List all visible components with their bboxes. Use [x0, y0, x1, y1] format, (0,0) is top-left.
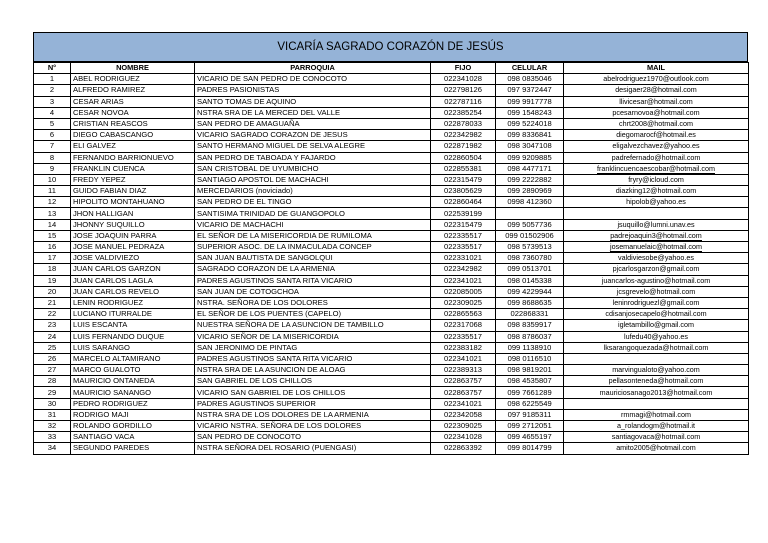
col-header-parish: PARROQUIA: [195, 63, 431, 74]
row-name: JOSE VALDIVIEZO: [71, 253, 195, 264]
row-parish: SAN JERONIMO DE PINTAG: [195, 342, 431, 353]
row-phone: 022863757: [431, 376, 496, 387]
row-name: MAURICIO SANANGO: [71, 387, 195, 398]
row-mobile: 099 5057736: [496, 219, 564, 230]
row-phone: 022341028: [431, 74, 496, 85]
row-phone: 022331021: [431, 253, 496, 264]
table-row: [34, 432, 749, 443]
row-phone: 022335517: [431, 230, 496, 241]
row-mobile: 099 1548243: [496, 107, 564, 118]
row-name: DIEGO CABASCANGO: [71, 130, 195, 141]
row-number: 32: [34, 421, 71, 432]
row-phone: 022878033: [431, 118, 496, 129]
row-mobile: 098 9819201: [496, 365, 564, 376]
table-row: [34, 253, 749, 264]
row-phone: 022341028: [431, 432, 496, 443]
table-row: [34, 186, 749, 197]
table-row: [34, 74, 749, 85]
row-mobile: 098 8786037: [496, 331, 564, 342]
row-number: 18: [34, 264, 71, 275]
row-mobile: 097 9372447: [496, 85, 564, 96]
row-mobile: 098 0145338: [496, 275, 564, 286]
table-row: [34, 208, 749, 219]
row-name: JOSE MANUEL PEDRAZA: [71, 242, 195, 253]
table-row: [34, 398, 749, 409]
row-mail: diazking12@hotmail.com: [564, 186, 749, 197]
mail-link[interactable]: franklincuencaescobar@hotmail.com: [597, 163, 715, 173]
row-number: 21: [34, 297, 71, 308]
row-name: FRANKLIN CUENCA: [71, 163, 195, 174]
table-body: [34, 74, 749, 454]
row-mobile: 098 0116510: [496, 353, 564, 364]
table-row: [34, 443, 749, 454]
row-number: 27: [34, 365, 71, 376]
row-mobile: 099 4655197: [496, 432, 564, 443]
row-mobile: 0998 412360: [496, 197, 564, 208]
table-row: [34, 297, 749, 308]
row-parish: SAN CRISTOBAL DE UYUMBICHO: [195, 163, 431, 174]
row-name: PEDRO RODRIGUEZ: [71, 398, 195, 409]
row-parish: SAN JUAN BAUTISTA DE SANGOLQUI: [195, 253, 431, 264]
row-parish: SAN JUAN DE COTOGCHOA: [195, 286, 431, 297]
row-parish: EL SEÑOR DE LOS PUENTES (CAPELO): [195, 309, 431, 320]
row-mobile: 099 01502906: [496, 230, 564, 241]
row-parish: SAN GABRIEL DE LOS CHILLOS: [195, 376, 431, 387]
row-name: CESAR ARIAS: [71, 96, 195, 107]
row-mail: [564, 208, 749, 219]
row-name: MARCELO ALTAMIRANO: [71, 353, 195, 364]
row-mail: cdisanjosecapelo@hotmail.com: [564, 309, 749, 320]
table-row: [34, 174, 749, 185]
row-phone: 022341021: [431, 398, 496, 409]
row-number: 29: [34, 387, 71, 398]
row-number: 14: [34, 219, 71, 230]
row-number: 24: [34, 331, 71, 342]
row-number: 34: [34, 443, 71, 454]
row-mobile: 097 9185311: [496, 409, 564, 420]
row-number: 19: [34, 275, 71, 286]
row-name: JUAN CARLOS REVELO: [71, 286, 195, 297]
row-phone: 022865563: [431, 309, 496, 320]
row-parish: VICARIO SAGRADO CORAZON DE JESUS: [195, 130, 431, 141]
row-mobile: 098 7360780: [496, 253, 564, 264]
row-parish: PADRES AGUSTINOS SANTA RITA VICARIO: [195, 353, 431, 364]
row-mobile: 098 4535807: [496, 376, 564, 387]
row-mail: desigaer28@hotmail.com: [564, 85, 749, 96]
row-phone: 022383182: [431, 342, 496, 353]
col-header-name: NOMBRE: [71, 63, 195, 74]
row-name: LUIS FERNANDO DUQUE: [71, 331, 195, 342]
row-mail: igletambillo@gmail.com: [564, 320, 749, 331]
row-mobile: 099 0513701: [496, 264, 564, 275]
row-parish: EL SEÑOR DE LA MISERICORDIA DE RUMILOMA: [195, 230, 431, 241]
table-row: [34, 152, 749, 163]
row-number: 8: [34, 152, 71, 163]
table-row: [34, 141, 749, 152]
row-parish: SUPERIOR ASOC. DE LA INMACULADA CONCEP: [195, 242, 431, 253]
row-mobile: 099 7661289: [496, 387, 564, 398]
mail-link[interactable]: josemanuelaic@hotmail.com: [610, 242, 702, 252]
table-row: [34, 320, 749, 331]
table-row: [34, 163, 749, 174]
row-phone: 022863757: [431, 387, 496, 398]
spreadsheet: [33, 32, 748, 455]
row-parish: PADRES AGUSTINOS SUPERIOR: [195, 398, 431, 409]
table-row: [34, 96, 749, 107]
row-phone: 022315479: [431, 219, 496, 230]
row-parish: SANTISIMA TRINIDAD DE GUANGOPOLO: [195, 208, 431, 219]
row-name: FERNANDO BARRIONUEVO: [71, 152, 195, 163]
row-mobile: 098 4477171: [496, 163, 564, 174]
row-mail: jsuquillo@lumni.unav.es: [564, 219, 749, 230]
row-mail: juancarlos-agustino@hotmail.com: [564, 275, 749, 286]
row-mail[interactable]: [564, 230, 749, 241]
row-mobile: 098 0835046: [496, 74, 564, 85]
row-phone: 022315479: [431, 174, 496, 185]
col-header-mobile: CELULAR: [496, 63, 564, 74]
row-parish: SANTO TOMAS DE AQUINO: [195, 96, 431, 107]
row-parish: SAN PEDRO DE AMAGUAÑA: [195, 118, 431, 129]
row-phone: 022309025: [431, 297, 496, 308]
row-parish: PADRES AGUSTINOS SANTA RITA VICARIO: [195, 275, 431, 286]
row-number: 9: [34, 163, 71, 174]
table-row: [34, 376, 749, 387]
row-name: LUIS ESCANTA: [71, 320, 195, 331]
row-number: 22: [34, 309, 71, 320]
row-name: SANTIAGO VACA: [71, 432, 195, 443]
row-mobile: 099 4229944: [496, 286, 564, 297]
row-name: MARCO GUALOTO: [71, 365, 195, 376]
table-row: [34, 365, 749, 376]
row-parish: SAN PEDRO DE CONOCOTO: [195, 432, 431, 443]
row-phone: 022341021: [431, 275, 496, 286]
row-mobile: 099 2712051: [496, 421, 564, 432]
row-mail: mauriciosanago2013@hotmail.com: [564, 387, 749, 398]
row-number: 23: [34, 320, 71, 331]
row-phone: 022860504: [431, 152, 496, 163]
table-row: [34, 264, 749, 275]
row-number: 13: [34, 208, 71, 219]
row-mail: valdiviesobe@yahoo.es: [564, 253, 749, 264]
row-mail: lksarangoquezada@hotmail.com: [564, 342, 749, 353]
row-name: JOSE JOAQUIN PARRA: [71, 230, 195, 241]
row-name: ALFREDO RAMIREZ: [71, 85, 195, 96]
row-parish: MERCEDARIOS (noviciado): [195, 186, 431, 197]
row-phone: 022860464: [431, 197, 496, 208]
row-number: 33: [34, 432, 71, 443]
row-mail[interactable]: [564, 163, 749, 174]
table-row: [34, 331, 749, 342]
row-mail: rmmagi@hotmail.com: [564, 409, 749, 420]
row-name: RODRIGO MAJI: [71, 409, 195, 420]
row-number: 5: [34, 118, 71, 129]
row-mobile: 022868331: [496, 309, 564, 320]
table-row: [34, 107, 749, 118]
row-mail: fryry@icloud.com: [564, 174, 749, 185]
row-mobile: 099 8014799: [496, 443, 564, 454]
row-mail: marvingualoto@yahoo.com: [564, 365, 749, 376]
row-parish: VICARIO DE SAN PEDRO DE CONOCOTO: [195, 74, 431, 85]
row-phone: 022342982: [431, 130, 496, 141]
mail-link[interactable]: padrejoaquin3@hotmail.com: [610, 230, 702, 240]
contacts-table: [33, 62, 749, 455]
row-number: 17: [34, 253, 71, 264]
table-row: [34, 309, 749, 320]
row-phone: 022871982: [431, 141, 496, 152]
row-phone: 022389313: [431, 365, 496, 376]
row-phone: 022085005: [431, 286, 496, 297]
row-name: JUAN CARLOS LAGLA: [71, 275, 195, 286]
col-header-number: N°: [34, 63, 71, 74]
row-mail: a_rolandogm@hotmail.it: [564, 421, 749, 432]
row-parish: VICARIO SAN GABRIEL DE LOS CHILLOS: [195, 387, 431, 398]
row-mail: pjcarlosgarzon@gmail.com: [564, 264, 749, 275]
header-row: [34, 63, 749, 74]
row-phone: 022341021: [431, 353, 496, 364]
row-mobile: 098 5739513: [496, 242, 564, 253]
row-mail: pcesarnovoa@hotmail.com: [564, 107, 749, 118]
row-phone: 022317068: [431, 320, 496, 331]
row-mobile: 099 1138910: [496, 342, 564, 353]
row-parish: SAN PEDRO DE EL TINGO: [195, 197, 431, 208]
table-row: [34, 353, 749, 364]
row-mobile: 098 3047108: [496, 141, 564, 152]
row-name: LENIN RODRIGUEZ: [71, 297, 195, 308]
row-mobile: 099 9209885: [496, 152, 564, 163]
row-phone: 022798126: [431, 85, 496, 96]
row-mobile: 099 5224018: [496, 118, 564, 129]
row-number: 31: [34, 409, 71, 420]
col-header-phone: FIJO: [431, 63, 496, 74]
row-name: LUIS SARANGO: [71, 342, 195, 353]
row-number: 16: [34, 242, 71, 253]
row-mail: [564, 353, 749, 364]
row-name: ABEL RODRIGUEZ: [71, 74, 195, 85]
row-phone: 022863392: [431, 443, 496, 454]
row-number: 3: [34, 96, 71, 107]
row-parish: SAGRADO CORAZON DE LA ARMENIA: [195, 264, 431, 275]
row-phone: 022539199: [431, 208, 496, 219]
table-row: [34, 409, 749, 420]
row-number: 11: [34, 186, 71, 197]
row-mobile: 098 8359917: [496, 320, 564, 331]
row-parish: NSTRA SRA DE LA ASUNCION DE ALOAG: [195, 365, 431, 376]
row-name: FREDY YEPEZ: [71, 174, 195, 185]
table-row: [34, 342, 749, 353]
row-parish: PADRES PASIONISTAS: [195, 85, 431, 96]
row-name: JHON HALLIGAN: [71, 208, 195, 219]
row-number: 15: [34, 230, 71, 241]
row-number: 26: [34, 353, 71, 364]
row-mail: diegomarocf@hotmail.es: [564, 130, 749, 141]
row-phone: 022385254: [431, 107, 496, 118]
table-row: [34, 85, 749, 96]
row-name: HIPOLITO MONTAHUANO: [71, 197, 195, 208]
row-phone: 023805629: [431, 186, 496, 197]
row-mail: hipolob@yahoo.es: [564, 197, 749, 208]
row-parish: VICARIO NSTRA. SEÑORA DE LOS DOLORES: [195, 421, 431, 432]
row-name: LUCIANO ITURRALDE: [71, 309, 195, 320]
row-parish: NUESTRA SEÑORA DE LA ASUNCION DE TAMBILLO: [195, 320, 431, 331]
row-number: 12: [34, 197, 71, 208]
row-mail[interactable]: [564, 242, 749, 253]
table-row: [34, 286, 749, 297]
row-number: 4: [34, 107, 71, 118]
row-number: 1: [34, 74, 71, 85]
row-mail: amito2005@hotmail.com: [564, 443, 749, 454]
table-row: [34, 421, 749, 432]
row-number: 7: [34, 141, 71, 152]
table-row: [34, 197, 749, 208]
row-mail: leninrodriguezl@gmail.com: [564, 297, 749, 308]
row-mobile: 099 2890969: [496, 186, 564, 197]
row-name: CESAR NOVOA: [71, 107, 195, 118]
row-mobile: 099 2222882: [496, 174, 564, 185]
table-row: [34, 242, 749, 253]
table-row: [34, 130, 749, 141]
row-parish: NSTRA SEÑORA DEL ROSARIO (PUENGASI): [195, 443, 431, 454]
row-phone: 022855381: [431, 163, 496, 174]
row-number: 28: [34, 376, 71, 387]
row-mobile: 098 6225549: [496, 398, 564, 409]
row-phone: 022342058: [431, 409, 496, 420]
row-phone: 022787116: [431, 96, 496, 107]
row-name: GUIDO FABIAN DIAZ: [71, 186, 195, 197]
col-header-mail: MAIL: [564, 63, 749, 74]
row-phone: 022342982: [431, 264, 496, 275]
row-parish: NSTRA SRA DE LA MERCED DEL VALLE: [195, 107, 431, 118]
row-mail: pellasonteneda@hotmail.com: [564, 376, 749, 387]
sheet-title: VICARÍA SAGRADO CORAZÓN DE JESÚS: [33, 32, 748, 62]
table-row: [34, 275, 749, 286]
row-parish: NSTRA SRA DE LOS DOLORES DE LA ARMENIA: [195, 409, 431, 420]
row-phone: 022335517: [431, 242, 496, 253]
table-row: [34, 118, 749, 129]
row-mobile: 099 9917778: [496, 96, 564, 107]
row-mail: llivicesar@hotmail.com: [564, 96, 749, 107]
row-parish: VICARIO SEÑOR DE LA MISERICORDIA: [195, 331, 431, 342]
row-name: ELI GALVEZ: [71, 141, 195, 152]
row-mobile: 099 8336841: [496, 130, 564, 141]
row-parish: SAN PEDRO DE TABOADA Y FAJARDO: [195, 152, 431, 163]
row-mail: santiagovaca@hotmail.com: [564, 432, 749, 443]
table-row: [34, 230, 749, 241]
row-number: 25: [34, 342, 71, 353]
row-mobile: [496, 208, 564, 219]
table-row: [34, 219, 749, 230]
row-mail: padrefernado@hotmail.com: [564, 152, 749, 163]
row-mail: eligalvezchavez@yahoo.es: [564, 141, 749, 152]
row-name: JUAN CARLOS GARZON: [71, 264, 195, 275]
row-number: 20: [34, 286, 71, 297]
row-mobile: 099 8688635: [496, 297, 564, 308]
row-name: JHONNY SUQUILLO: [71, 219, 195, 230]
row-parish: SANTO HERMANO MIGUEL DE SELVA ALEGRE: [195, 141, 431, 152]
row-phone: 022335517: [431, 331, 496, 342]
row-parish: SANTIAGO APOSTOL DE MACHACHI: [195, 174, 431, 185]
row-parish: NSTRA. SEÑORA DE LOS DOLORES: [195, 297, 431, 308]
row-number: 30: [34, 398, 71, 409]
row-mail: [564, 398, 749, 409]
row-mail: lufedu40@yahoo.es: [564, 331, 749, 342]
row-parish: VICARIO DE MACHACHI: [195, 219, 431, 230]
row-name: ROLANDO GORDILLO: [71, 421, 195, 432]
row-mail: chrt2008@hotmail.com: [564, 118, 749, 129]
row-mail: jcsgrevelo@hotmail.com: [564, 286, 749, 297]
row-name: SEGUNDO PAREDES: [71, 443, 195, 454]
row-number: 10: [34, 174, 71, 185]
row-number: 2: [34, 85, 71, 96]
row-mail: abelrodriguez1970@outlook.com: [564, 74, 749, 85]
row-number: 6: [34, 130, 71, 141]
row-name: MAURICIO ONTANEDA: [71, 376, 195, 387]
row-phone: 022309025: [431, 421, 496, 432]
table-row: [34, 387, 749, 398]
row-name: CRISTIAN REASCOS: [71, 118, 195, 129]
